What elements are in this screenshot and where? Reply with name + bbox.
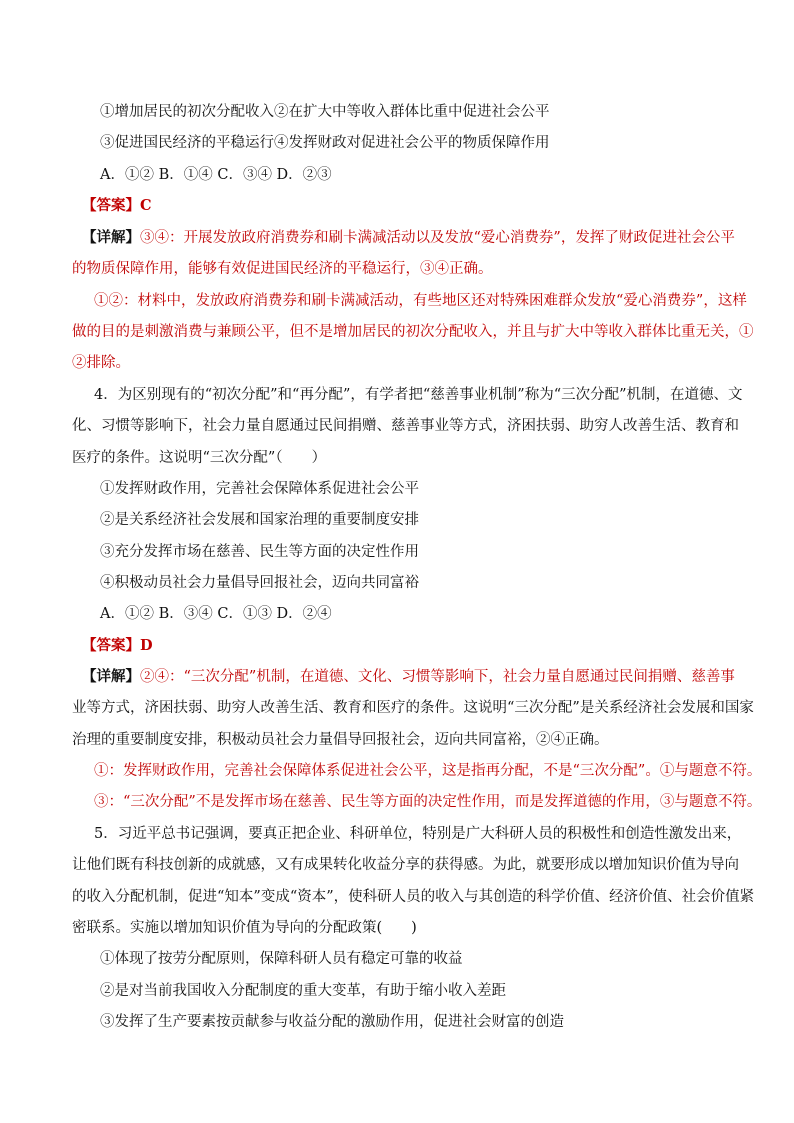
q3-answer: [82, 196, 152, 216]
q4-answer: [82, 636, 153, 656]
q5-stem-1: 5．习近平总书记强调，要真正把企业、科研单位，特别是广大科研人员的积极性和创造性激发出来，: [94, 826, 742, 842]
q4-option-2: ②是关系经济社会发展和国家治理的重要制度安排: [100, 512, 419, 528]
q4-option-1: ①发挥财政作用，完善社会保障体系促进社会公平: [100, 481, 419, 497]
q5-option-3: ③发挥了生产要素按贡献参与收益分配的激励作用，促进社会财富的创造: [100, 1014, 564, 1030]
q4-option-4: ④积极动员社会力量倡导回报社会，迈向共同富裕: [100, 575, 419, 591]
answer-value: D: [140, 637, 153, 654]
q4-option-3: ③充分发挥市场在慈善、民生等方面的决定性作用: [100, 544, 419, 560]
q3-detail-1-cont: 的物质保障作用，能够有效促进国民经济的平稳运行，③④正确。: [72, 261, 493, 277]
q4-detail-1: [82, 667, 735, 687]
q4-stem-2: 化、习惯等影响下，社会力量自愿通过民间捐赠、慈善事业等方式，济困扶弱、助穷人改善生活、教育和: [72, 418, 739, 434]
answer-value: C: [140, 197, 152, 214]
q5-option-2: ②是对当前我国收入分配制度的重大变革，有助于缩小收入差距: [100, 983, 506, 999]
q4-stem-1: 4．为区别现有的“初次分配”和“再分配”，有学者把“慈善事业机制”称为“三次分配”机制，在道德、文: [94, 387, 743, 403]
q3-option-line-2: ③促进国民经济的平稳运行④发挥财政对促进社会公平的物质保障作用: [100, 135, 550, 151]
q3-detail-1: [82, 228, 735, 248]
q4-detail-1-cont: 业等方式，济困扶弱、助穷人改善生活、教育和医疗的条件。这说明“三次分配”是关系经济社会发展和国家: [72, 700, 754, 716]
detail-label: 【详解】: [82, 668, 140, 685]
q3-choices: A．①② B．①④ C．③④ D．②③: [100, 167, 332, 183]
q5-option-1: ①体现了按劳分配原则，保障科研人员有稳定可靠的收益: [100, 951, 463, 967]
q3-detail-2: ①②：材料中，发放政府消费券和刷卡满减活动，有些地区还对特殊困难群众发放“爱心消费券”，这样: [94, 293, 747, 309]
answer-label: 【答案】: [82, 197, 140, 214]
q4-detail-3: ③：“三次分配”不是发挥市场在慈善、民生等方面的决定性作用，而是发挥道德的作用，③与题意不符。: [94, 794, 762, 810]
q3-option-line-1: ①增加居民的初次分配收入②在扩大中等收入群体比重中促进社会公平: [100, 104, 550, 120]
detail-text: ②④：“三次分配”机制，在道德、文化、习惯等影响下，社会力量自愿通过民间捐赠、慈善事: [140, 669, 735, 685]
q4-stem-3: 医疗的条件。这说明“三次分配”（ ）: [72, 450, 327, 466]
q4-choices: A．①② B．③④ C．①③ D．②④: [100, 606, 332, 622]
q5-stem-2: 让他们既有科技创新的成就感，又有成果转化收益分享的获得感。为此，就要形成以增加知识价值为导向: [72, 857, 739, 873]
q5-stem-3: 的收入分配机制，促进“知本”变成“资本”，使科研人员的收入与其创造的科学价值、经济价值、社会价值紧: [72, 889, 755, 905]
q5-stem-4: 密联系。实施以增加知识价值为导向的分配政策( ): [72, 920, 417, 936]
q4-detail-2: ①：发挥财政作用，完善社会保障体系促进社会公平，这是指再分配，不是“三次分配”。①与题意不符。: [94, 763, 762, 779]
q3-detail-2-cont: 做的目的是刺激消费与兼顾公平，但不是增加居民的初次分配收入，并且与扩大中等收入群体比重无关，①: [72, 324, 754, 340]
detail-label: 【详解】: [82, 229, 140, 246]
detail-text: ③④：开展发放政府消费券和刷卡满减活动以及发放“爱心消费券”，发挥了财政促进社会公平: [140, 230, 735, 246]
q4-detail-1-end: 治理的重要制度安排，积极动员社会力量倡导回报社会，迈向共同富裕，②④正确。: [72, 732, 609, 748]
q3-detail-2-end: ②排除。: [72, 355, 130, 371]
answer-label: 【答案】: [82, 637, 140, 654]
